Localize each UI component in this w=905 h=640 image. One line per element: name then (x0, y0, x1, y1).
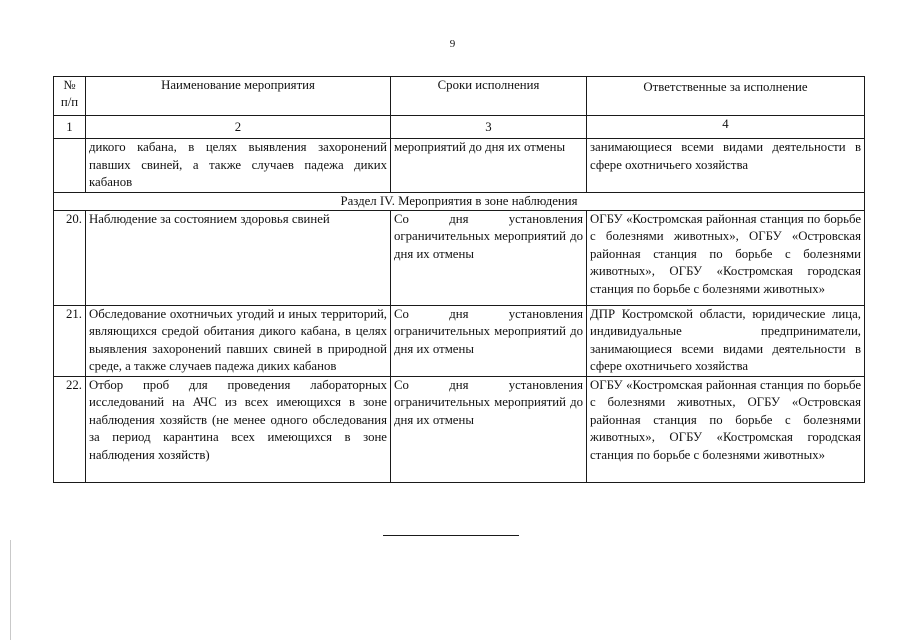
row-deadline-cell: Со дня установления ограничительных мероприятий до дня их отмены (391, 210, 587, 305)
end-divider-line (383, 535, 519, 536)
section-title: Раздел IV. Мероприятия в зоне наблюдения (54, 192, 865, 210)
page-number: 9 (449, 38, 456, 50)
table-row (54, 210, 865, 305)
row-deadline-cell: Со дня установления ограничительных мероприятий до дня их отмены (391, 376, 587, 482)
measures-table (53, 76, 865, 483)
row-number: 21. (54, 305, 86, 376)
row-name-cell: Наблюдение за состоянием здоровья свиней (86, 210, 391, 305)
column-number-1: 1 (54, 116, 86, 139)
column-number-3: 3 (391, 116, 587, 139)
row-number: 22. (54, 376, 86, 482)
continuation-name-cell: дикого кабана, в целях выявления захоронений павших свиней, а также случаев падежа диких кабанов (86, 139, 391, 193)
column-number-4: 4 (587, 116, 865, 139)
row-name-cell: Обследование охотничьих угодий и иных территорий, являющихся средой обитания дикого кабана, в целях выявления захоронений павших свиней в природной среде, а также случаев падежа диких кабанов (86, 305, 391, 376)
scan-edge-mark (10, 540, 11, 640)
row-name-cell: Отбор проб для проведения лабораторных исследований на АЧС из всех имеющихся в зоне наблюдения хозяйств (не менее одного обследования за период карантина всех имеющихся в зоне наблюдения хозяйств) (86, 376, 391, 482)
row-responsible-cell: ОГБУ «Костромская районная станция по борьбе с болезнями животных», ОГБУ «Островская районная станция по борьбе с болезнями животных», ОГБУ «Костромская городская станция по борьбе с болезнями животных» (587, 210, 865, 305)
continuation-deadline-cell: мероприятий до дня их отмены (391, 139, 587, 193)
row-responsible-cell: ОГБУ «Костромская районная станция по борьбе с болезнями животных, ОГБУ «Островская районная станция по борьбе с болезнями животных», ОГБУ «Костромская городская станция по борьбе с болезнями животных» (587, 376, 865, 482)
header-name: Наименование мероприятия (86, 77, 391, 116)
header-deadline: Сроки исполнения (391, 77, 587, 116)
continuation-num-cell (54, 139, 86, 193)
column-number-2: 2 (86, 116, 391, 139)
header-responsible: Ответственные за исполнение (587, 77, 865, 116)
row-number: 20. (54, 210, 86, 305)
table-row (54, 376, 865, 482)
table-header-row (54, 77, 865, 116)
section-row (54, 192, 865, 210)
table-row (54, 139, 865, 193)
continuation-responsible-cell: занимающиеся всеми видами деятельности в сфере охотничьего хозяйства (587, 139, 865, 193)
row-deadline-cell: Со дня установления ограничительных мероприятий до дня их отмены (391, 305, 587, 376)
column-number-row (54, 116, 865, 139)
table-row (54, 305, 865, 376)
header-num: № п/п (54, 77, 86, 116)
row-responsible-cell: ДПР Костромской области, юридические лица, индивидуальные предприниматели, занимающиеся всеми видами деятельности в сфере охотничьего хозяйства (587, 305, 865, 376)
